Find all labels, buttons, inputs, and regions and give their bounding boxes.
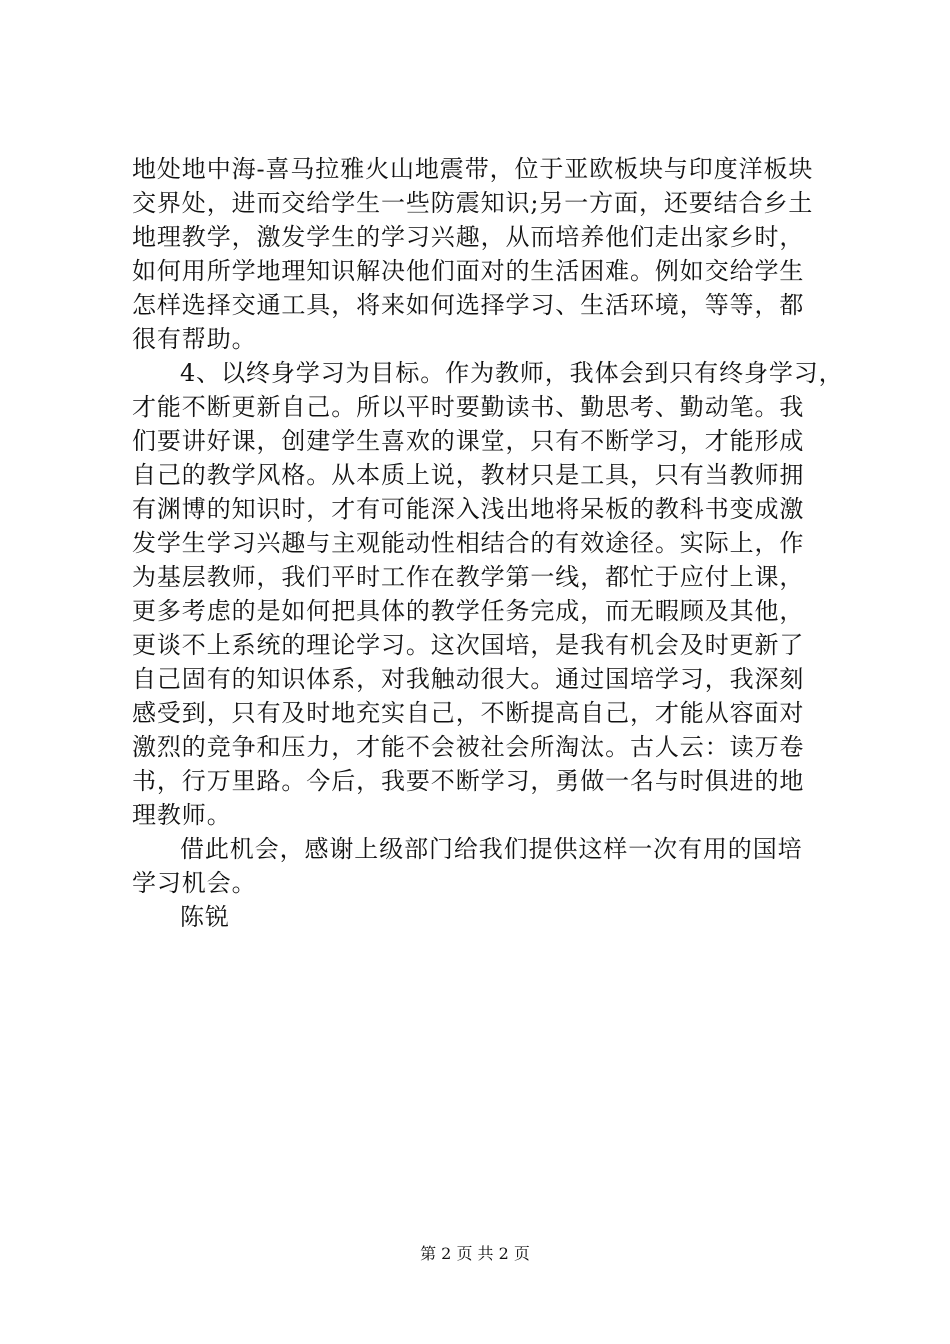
text-line: 理教师。 [132, 801, 232, 829]
page-footer: 第 2 页 共 2 页 [420, 1244, 530, 1263]
text-line: 地理教学，激发学生的学习兴趣，从而培养他们走出家乡时， [132, 223, 805, 251]
text-line: 感受到，只有及时地充实自己，不断提高自己，才能从容面对 [132, 699, 805, 727]
text-line: 自己的教学风格。从本质上说，教材只是工具，只有当教师拥 [132, 461, 805, 489]
text-line: 更多考虑的是如何把具体的教学任务完成，而无暇顾及其他， [132, 597, 805, 625]
text-line: 激烈的竞争和压力，才能不会被社会所淘汰。古人云：读万卷 [132, 733, 805, 761]
text-line: 发学生学习兴趣与主观能动性相结合的有效途径。实际上，作 [132, 529, 805, 557]
text-line: 们要讲好课，创建学生喜欢的课堂，只有不断学习，才能形成 [132, 427, 805, 455]
text-line: 有渊博的知识时，才有可能深入浅出地将呆板的教科书变成激 [132, 495, 805, 523]
text-line: 很有帮助。 [132, 325, 257, 353]
text-line: 陈锐 [180, 903, 230, 931]
text-line: 地处地中海-喜马拉雅火山地震带，位于亚欧板块与印度洋板块 [132, 155, 814, 183]
text-line: 借此机会，感谢上级部门给我们提供这样一次有用的国培 [180, 835, 803, 863]
text-line: 自己固有的知识体系，对我触动很大。通过国培学习，我深刻 [132, 665, 805, 693]
text-line: 4、以终身学习为目标。作为教师，我体会到只有终身学习， [180, 359, 844, 387]
text-line: 更谈不上系统的理论学习。这次国培，是我有机会及时更新了 [132, 631, 805, 659]
text-line: 学习机会。 [132, 869, 257, 897]
text-line: 书，行万里路。今后，我要不断学习，勇做一名与时俱进的地 [132, 767, 805, 795]
text-line: 交界处，进而交给学生一些防震知识;另一方面，还要结合乡土 [132, 189, 814, 217]
text-line: 如何用所学地理知识解决他们面对的生活困难。例如交给学生 [132, 257, 805, 285]
text-line: 怎样选择交通工具，将来如何选择学习、生活环境，等等，都 [132, 291, 805, 319]
text-line: 为基层教师，我们平时工作在教学第一线，都忙于应付上课， [132, 563, 805, 591]
document-body [132, 152, 844, 934]
text-line: 才能不断更新自己。所以平时要勤读书、勤思考、勤动笔。我 [132, 393, 805, 421]
